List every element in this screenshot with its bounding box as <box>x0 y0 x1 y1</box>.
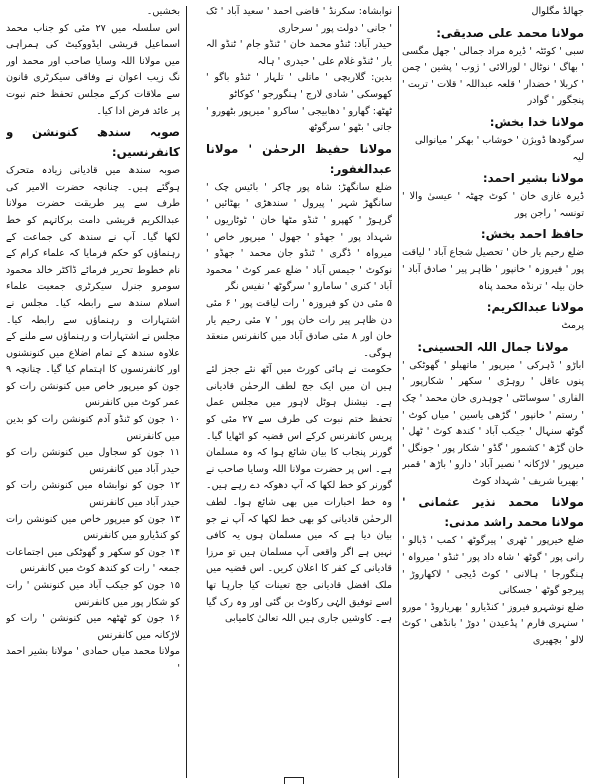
paragraph: ٹھٹھ: گھارو ' دھابیجی ' ساکرو ' میرپور بٹھورو ' جاتی ' بٹھو ' سرگوٹھ <box>206 105 392 134</box>
paragraph: صوبہ سندھ میں قادیانی زیادہ متحرک ہوگئے ہیں۔ چنانچہ حضرت الامیر کی طرف سے پیر طریقت حضرت مولانا عبدالکریم قریشی دامت برکاتہم کو خط لکھا گیا۔ آپ نے سندھ کی جماعت کے رہنماؤں کو حکم فرمایا کہ علماء کرام کے نام خطوط تحریر فرمائے ڈاکٹر خالد محمود سومرو جنرل سیکرٹری جمعیت علماء اسلام سندھ سے رابطہ کیا۔ مجلس نے اشتہارات و رہنماؤں سے رابطہ کیا۔ مجلس نے اشتہارات و رہنماؤں سے ملنے کے علاوہ سندھ کے تمام اضلاع میں کنونشنوں اور کانفرنسوں کا اہتمام کیا گیا۔ چنانچہ ۹ جون کو میرپور خاص میں کنونشن رات کو عمر کوٹ میں کانفرنس <box>6 165 180 409</box>
paragraph: ۱۳ جون کو میرپور خاص میں کنونشن رات کو کنڈیارو میں کانفرنس <box>6 513 180 542</box>
paragraph: جھالڈ مگلوال <box>531 6 584 17</box>
paragraph: ۵ مئی دن کو فیروزہ ' رات لیاقت پور ' ۶ مئی دن ظاہر پیر رات خان پور ' ۷ مئی رحیم یار خان اور ۸ مئی صادق آباد میں کانفرنس منعقد ہوگی۔ <box>206 297 392 359</box>
paragraph: اس سلسلہ میں ۲۷ مئی کو جناب محمد اسماعیل قریشی ایڈووکیٹ کی ہمراہی میں مولانا اللہ وسایا صاحب اور محمد اور نگ زیب اعوان نے وفاقی سیکرٹری قانون سے ملاقات کرکے مجلس تحفظ ختم نبوت پر عائد فرض ادا کیا۔ <box>6 22 180 117</box>
paragraph: سبی ' کوئٹہ ' ڈیرہ مراد جمالی ' جھل مگسی ' بھاگ ' نوٹال ' لورالائی ' ژوب ' پشین ' چمن ' کربلا ' خضدار ' قلعہ عبداللہ ' قلات ' تربت ' پنجگور ' گوادر <box>402 45 584 107</box>
paragraph: ۱۰ جون کو ٹنڈو آدم کنونشن رات کو بدین میں کانفرنس <box>6 414 180 442</box>
paragraph: ۱۵ جون کو جیکب آباد میں کنونشن ' رات کو شکار پور میں کانفرنس <box>6 580 180 608</box>
paragraph: ۱۴ جون کو سکھر و گھوٹکی میں اجتماعات جمعہ ' رات کو کندھ کوٹ میں کانفرنس <box>6 546 180 575</box>
section-heading: مولانا محمد علی صدیقی: <box>436 25 584 40</box>
column-divider <box>186 6 187 778</box>
left-column <box>6 4 180 778</box>
paragraph: ۱۶ جون کو ٹھٹھہ میں کنونشن ' رات کو لاڑکانہ میں کانفرنس <box>6 613 180 641</box>
paragraph: ۱۱ جون کو سجاول میں کنونشن رات کو حیدر آباد میں کانفرنس <box>6 447 180 475</box>
paragraph: لیہ <box>572 151 584 163</box>
paragraph: بدین: گلاریچی ' ماتلی ' تلہار ' ٹنڈو باگو ' کھوسکی ' شادی لارج ' ہنگورجو ' کوکاٹو <box>206 72 392 100</box>
section-heading: مولانا محمد نذیر عثمانی ' مولانا محمد راشد مدنی: <box>402 495 584 530</box>
section-heading: مولانا حفیظ الرحمٰن ' مولانا عبدالغفور: <box>206 141 392 176</box>
paragraph: نوابشاہ: سکرنڈ ' قاضی احمد ' سعید آباد ' ٹک ' جانی ' دولت پور ' سرحاری <box>206 6 392 34</box>
section-heading: صوبہ سندھ کنونشن و کانفرنسیں: <box>6 125 180 160</box>
section-heading: مولانا خدا بخش: <box>489 114 584 129</box>
section-heading: مولانا جمال اللہ الحسینی: <box>417 339 569 354</box>
paragraph: ضلع سانگھڑ: شاہ پور چاکر ' بائیس چک ' سانگھڑ شہر ' پیرول ' سندھڑی ' بھٹائیں ' گرہوڑ ' کھپرو ' ٹنڈو مٹھا خان ' ٹوٹاریوں ' شہداد پور ' جھڈو ' جھول ' میرپور خاص ' میرواہ ' ڈگری ' ٹنڈو جان محمد ' جھڈو ' نوکوٹ ' جیمس آباد ' ضلع عمر کوٹ ' محمود آباد ' کنری ' سامارو ' سرگوٹھ ' نفیس نگر <box>206 181 392 293</box>
page-number-box <box>284 777 304 784</box>
paragraph: ڈیرہ غازی خان ' کوٹ چھٹہ ' عیسیٰ والا ' تونسہ ' راجن پور <box>402 191 584 219</box>
section-heading: مولانا بشیر احمد: <box>482 171 584 186</box>
section-heading: حافظ احمد بخش: <box>480 227 584 242</box>
paragraph: حکومت نے ہائی کورٹ میں آٹھ نئے ججز لئے ہیں ان میں ایک جج لطف الرحمٰن قادیانی ہے۔ نیشنل ہوٹل لاہور میں مجلس عمل تحفظ ختم نبوت کی طرف سے ۲۷ مئی کو پریس کانفرنس کرکے اس قضیہ کو اٹھایا گیا۔ گورنر پنجاب کا بیان شائع ہوا کہ وہ مسلمان ہے۔ اس پر حضرت مولانا اللہ وسایا صاحب نے گورنر کو خط لکھا کہ آپ دھوکہ دے رہے ہیں۔ وہ خط اخبارات میں بھی شائع ہوا۔ لطف الرحمٰن قادیانی کو بھی خط لکھا کہ آپ نے جو بیان دیا ہے کہ میں مسلمان ہوں یہ کافی نہیں ہے اگر واقعی آپ مسلمان ہیں تو مرزا قادیانی کے کفر کا اعلان کریں۔ اس قضیہ میں ملک افضل قادیانی جج تعینات کیا جارہا تھا اسے توفیق الہٰی رکاوٹ بن گئی اور وہ رک گیا ہے۔ کاوشیں جاری ہیں اللہ تعالیٰ کامیابی <box>206 364 392 625</box>
paragraph: ۱۲ جون کو نوابشاہ میں کنونشن رات کو حیدر آباد میں کانفرنس <box>6 480 180 509</box>
paragraph: بخشیں۔ <box>146 6 180 17</box>
right-column <box>402 4 584 778</box>
paragraph: ضلع نوشہرو فیروز ' کنڈیارو ' بھریاروڈ ' مورو ' سنہری فارم ' پڈعیدن ' دوڑ ' بانڈھی ' کوٹ لالو ' بچھیری <box>402 601 584 647</box>
paragraph: ضلع خیرپور ' ٹھری ' پیرگوٹھ ' کمب ' ڈبالو ' رانی پور ' گوٹھ ' شاہ داد پور ' ٹنڈو ' میرواہ ' ہنگورجا ' ہالانی ' کوٹ ڈیجی ' لاکھاروڑ ' پیرجو گوٹھ ' جسکانی <box>402 535 584 597</box>
middle-column <box>206 4 392 778</box>
column-divider <box>398 6 399 778</box>
paragraph: ضلع رحیم یار خان ' تحصیل شجاع آباد ' لیاقت پور ' فیروزہ ' خانپور ' ظاہر پیر ' صادق آباد ' خان بیلہ ' ترنڈہ محمد پناہ <box>402 247 584 292</box>
paragraph: مولانا محمد میاں حمادی ' مولانا بشیر احمد ' <box>6 646 180 674</box>
section-heading: مولانا عبدالکریم: <box>486 300 584 315</box>
paragraph: حیدر آباد: ٹنڈو محمد خان ' ٹنڈو جام ' ٹنڈو الہ یار ' ٹنڈو غلام علی ' حیدری ' ہالہ <box>206 39 392 67</box>
paragraph: اباڑو ' ڈہرکی ' میرپور ' ماتھیلو ' گھوٹکی ' پنوں عاقل ' روہڑی ' سکھر ' شکارپور ' الفاری ' سوسائٹی ' چوہدری خان محمد ' چک ' رستم ' خانپور ' گڑھی یاسین ' میاں کوٹ ' گوٹھ سنہال ' جیکب آباد ' کندھ کوٹ ' ٹھل ' خان گڑھ ' کشمور ' گڈو ' شکار پور ' جونگل ' میرپور ' لاڑکانہ ' نصیر آباد ' دارو ' باڑھ ' قمبر ' بھیریا شریف ' شہداد کوٹ <box>402 359 584 487</box>
paragraph: سرگودھا ڈویژن ' خوشاب ' بھکر ' میانوالی <box>414 134 584 146</box>
paragraph: پرمٹ <box>561 320 584 332</box>
